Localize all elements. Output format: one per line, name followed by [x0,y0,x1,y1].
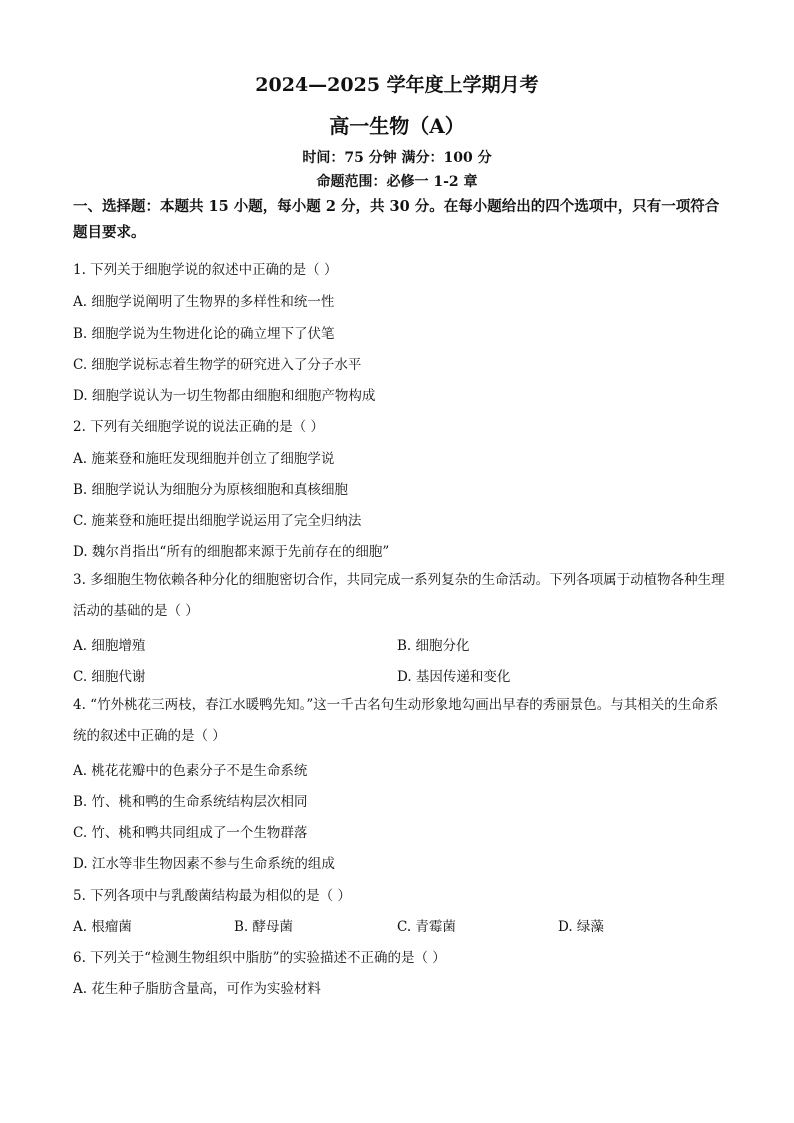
question-2-option-d: D. 魏尔肖指出“所有的细胞都来源于先前存在的细胞” [73,544,390,560]
exam-title: 2024—2025 学年度上学期月考 [255,74,539,96]
question-4-option-d: D. 江水等非生物因素不参与生命系统的组成 [73,856,335,872]
question-2-option-c: C. 施莱登和施旺提出细胞学说运用了完全归纳法 [73,513,362,529]
question-3-option-c: C. 细胞代谢 [73,669,146,685]
question-3-option-a: A. 细胞增殖 [73,638,146,654]
question-5-option-d: D. 绿藻 [558,919,604,935]
question-2-stem: 2. 下列有关细胞学说的说法正确的是（ ） [73,419,324,435]
question-2-option-b: B. 细胞学说认为细胞分为原核细胞和真核细胞 [73,482,349,498]
exam-scope: 命题范围：必修一 1-2 章 [316,174,478,190]
exam-time-info: 时间：75 分钟 满分：100 分 [302,150,492,166]
question-1-option-c: C. 细胞学说标志着生物学的研究进入了分子水平 [73,357,362,373]
question-1-option-a: A. 细胞学说阐明了生物界的多样性和统一性 [73,294,335,310]
question-1-stem: 1. 下列关于细胞学说的叙述中正确的是（ ） [73,262,338,278]
question-5-option-a: A. 根瘤菌 [73,919,132,935]
question-4-option-b: B. 竹、桃和鸭的生命系统结构层次相同 [73,794,308,810]
question-4-option-c: C. 竹、桃和鸭共同组成了一个生物群落 [73,825,308,841]
question-3-stem: 3. 多细胞生物依赖各种分化的细胞密切合作，共同完成一系列复杂的生命活动。下列各项属于动植物各种生理活动的基础的是（ ） [73,572,725,619]
question-5-stem: 5. 下列各项中与乳酸菌结构最为相似的是（ ） [73,888,351,904]
question-5-option-c: C. 青霉菌 [397,919,456,935]
question-1-option-b: B. 细胞学说为生物进化论的确立埋下了伏笔 [73,326,335,342]
question-3-option-d: D. 基因传递和变化 [397,669,511,685]
question-3-option-b: B. 细胞分化 [397,638,470,654]
question-2-option-a: A. 施莱登和施旺发现细胞并创立了细胞学说 [73,451,335,467]
exam-subject: 高一生物（A） [329,114,465,138]
section-heading: 一、选择题：本题共 15 小题，每小题 2 分，共 30 分。在每小题给出的四个选项中，只有一项符合题目要求。 [73,198,720,241]
question-6-option-a: A. 花生种子脂肪含量高，可作为实验材料 [73,981,321,997]
question-6-stem: 6. 下列关于“检测生物组织中脂肪”的实验描述不正确的是（ ） [73,950,446,966]
question-1-option-d: D. 细胞学说认为一切生物都由细胞和细胞产物构成 [73,388,376,404]
question-5-option-b: B. 酵母菌 [234,919,294,935]
question-4-option-a: A. 桃花花瓣中的色素分子不是生命系统 [73,763,308,779]
question-4-stem: 4. “竹外桃花三两枝，春江水暖鸭先知。”这一千古名句生动形象地勾画出早春的秀丽景色。与其相关的生命系统的叙述中正确的是（ ） [73,697,719,744]
